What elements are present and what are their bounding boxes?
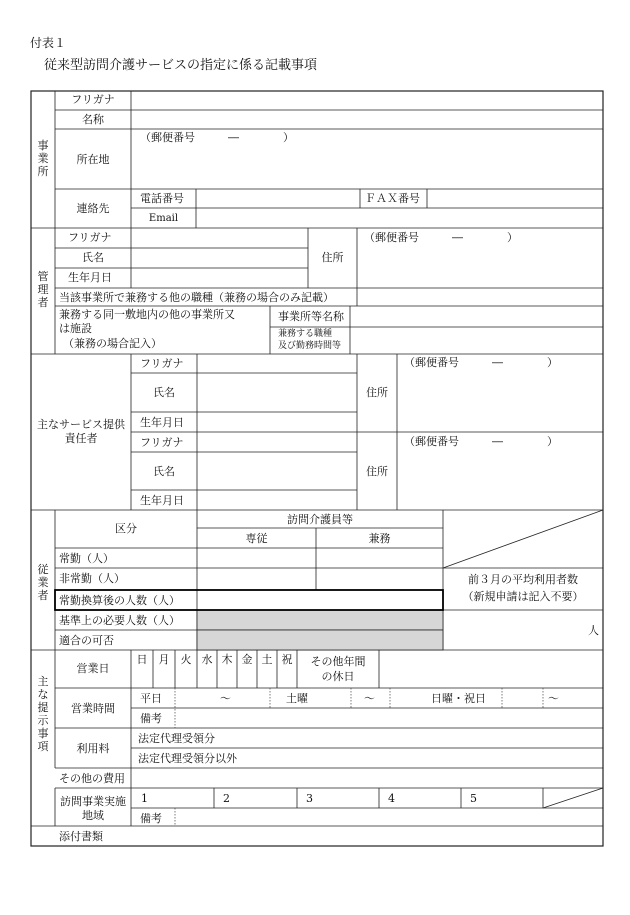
staff-regular-fulltime-field[interactable] [198,549,315,567]
manager-other-office-label-3: （兼務の場合記入） [63,337,162,350]
office-section-label: 事業所 [37,139,49,178]
visit-area-num-5: 5 [470,792,477,805]
visit-area-field-5[interactable] [479,789,542,807]
staff-fulltime-header: 専従 [245,532,268,545]
provider2-address-label: 住所 [366,465,388,478]
day-sunday: 日 [136,653,148,666]
provider1-dob-label: 生年月日 [140,416,184,429]
staff-nonregular-label: 非常勤（人） [59,572,125,585]
business-days-label: 営業日 [76,662,110,675]
other-costs-label: その他の費用 [59,772,125,785]
staff-avg-users-field[interactable] [444,611,584,649]
hours-remarks-field[interactable] [176,709,602,727]
day-monday: 月 [158,653,170,666]
provider-section-label-2: 責任者 [64,432,98,445]
fees-legal-proxy-other-label: 法定代理受領分以外 [138,752,237,765]
manager-other-office-label-1: 兼務する同一敷地内の他の事業所又 [59,308,235,321]
office-name-field[interactable] [132,111,602,128]
office-email-field[interactable] [197,209,602,227]
provider2-postal-code: （郵便番号 ― ） [404,435,558,448]
office-address-field[interactable] [132,130,602,188]
visit-area-label-1: 訪問事業実施 [60,795,126,808]
staff-converted-label: 常勤換算後の人数（人） [59,594,180,607]
manager-name-field[interactable] [132,249,307,267]
office-contact-label: 連絡先 [76,202,110,215]
manager-office-name-label: 事業所等名称 [278,310,344,323]
provider1-name-field[interactable] [198,374,356,411]
annual-holiday-label-1: その他年間 [310,655,366,668]
manager-other-office-label-2: は施設 [59,322,92,335]
hours-weekday-start[interactable] [176,689,216,707]
office-furigana-label: フリガナ [71,93,115,106]
office-address-label: 所在地 [76,153,110,166]
office-email-label: Email [148,213,179,224]
office-fax-field[interactable] [428,190,602,207]
provider1-dob-field[interactable] [198,413,356,431]
staff-required-label: 基準上の必要人数（人） [59,614,180,627]
staff-adequacy-label: 適合の可否 [59,634,114,647]
manager-role-hours-label-1: 兼務する職種 [278,329,333,339]
office-phone-label: 電話番号 [140,192,184,205]
manager-role-hours-field[interactable] [351,328,602,353]
provider1-furigana-label: フリガナ [140,357,184,370]
provider1-address-field[interactable] [398,355,602,431]
manager-concurrent-role-field[interactable] [358,289,602,305]
day-friday: 金 [241,653,253,666]
hours-sunday-holiday-label: 日曜・祝日 [431,692,486,705]
fees-legal-proxy-field[interactable] [230,729,602,747]
staff-avg-users-label-2: （新規申請は記入不要） [462,590,584,603]
fees-label: 利用料 [76,742,110,755]
provider1-furigana-field[interactable] [198,355,356,372]
visit-area-remarks-field[interactable] [176,809,602,825]
visit-area-field-1[interactable] [150,789,213,807]
manager-furigana-field[interactable] [132,229,307,247]
hours-sunday-start[interactable] [503,689,542,707]
visit-area-num-4: 4 [388,792,395,805]
office-phone-field[interactable] [197,190,359,207]
staff-nonregular-fulltime-field[interactable] [198,569,315,589]
provider-section-label-1: 主なサービス提供 [37,418,125,431]
visit-area-num-2: 2 [223,792,230,805]
staff-caregiver-header: 訪問介護員等 [287,513,353,526]
annex-label: 付表１ [30,36,67,50]
day-holiday: 祝 [281,653,293,666]
manager-address-label: 住所 [321,251,344,264]
visit-area-field-3[interactable] [315,789,378,807]
staff-converted-field[interactable] [198,591,442,609]
office-furigana-field[interactable] [132,92,602,109]
day-thursday: 木 [221,653,233,666]
staff-section-label: 従業者 [37,563,49,602]
manager-concurrent-role-label: 当該事業所で兼務する他の職種（兼務の場合のみ記載） [59,291,334,304]
annual-holiday-label-2: の休日 [321,670,355,683]
manager-dob-field[interactable] [132,269,307,287]
hours-weekday-label: 平日 [140,692,162,705]
hours-weekday-end[interactable] [236,689,269,707]
hours-sunday-tilde: ～ [548,692,559,705]
visit-area-field-2[interactable] [232,789,296,807]
provider2-furigana-field[interactable] [198,433,356,451]
provider2-name-field[interactable] [198,453,356,489]
other-costs-field[interactable] [132,769,602,787]
hours-remarks-label: 備考 [140,712,162,725]
visit-area-remarks-label: 備考 [140,812,162,825]
annual-holiday-field[interactable] [380,651,602,687]
hours-saturday-tilde: ～ [364,692,375,705]
staff-persons-unit: 人 [588,624,599,637]
staff-regular-concurrent-field[interactable] [317,549,442,567]
hours-saturday-label: 土曜 [286,692,308,705]
day-saturday: 土 [261,653,273,666]
provider2-dob-field[interactable] [198,491,356,509]
provider2-address-field[interactable] [398,433,602,509]
business-hours-label: 営業時間 [71,702,115,715]
staff-concurrent-header: 兼務 [368,532,391,545]
staff-regular-label: 常勤（人） [59,552,114,565]
manager-role-hours-label-2: 及び勤務時間等 [278,341,342,351]
attachments-field[interactable] [132,827,602,845]
manager-dob-label: 生年月日 [68,271,112,284]
manager-furigana-label: フリガナ [68,231,112,244]
day-tuesday: 火 [180,653,192,666]
manager-name-label: 氏名 [82,251,104,264]
manager-postal-code: （郵便番号 ― ） [364,231,518,244]
manager-address-field[interactable] [358,229,602,287]
visit-area-num-3: 3 [306,792,313,805]
notice-section-label: 主な提示事項 [37,675,49,753]
fees-legal-proxy-label: 法定代理受領分 [138,732,215,745]
office-postal-code: （郵便番号 ― ） [140,131,294,144]
visit-area-num-1: 1 [141,792,148,805]
staff-avg-users-label-1: 前３月の平均利用者数 [468,573,578,586]
office-name-label: 名称 [82,113,104,126]
visit-area-label-2: 地域 [82,809,104,822]
office-fax-label: ＦＡＸ番号 [365,192,420,205]
form-title: 従来型訪問介護サービスの指定に係る記載事項 [44,58,318,73]
provider1-postal-code: （郵便番号 ― ） [404,356,558,369]
provider2-furigana-label: フリガナ [140,436,184,449]
provider1-name-label: 氏名 [153,386,175,399]
manager-office-name-field[interactable] [351,307,602,326]
hours-saturday-end[interactable] [391,689,426,707]
manager-section-label: 管理者 [37,270,49,309]
day-wednesday: 水 [201,653,213,666]
provider2-name-label: 氏名 [153,465,175,478]
business-days-marks[interactable] [132,668,296,687]
provider2-dob-label: 生年月日 [140,494,184,507]
hours-sunday-end[interactable] [563,689,602,707]
visit-area-field-4[interactable] [397,789,460,807]
attachments-label: 添付書類 [59,830,103,843]
staff-category-header: 区分 [115,522,137,535]
staff-nonregular-concurrent-field[interactable] [317,569,442,589]
hours-weekday-tilde: ～ [220,692,231,705]
fees-legal-proxy-other-field[interactable] [255,749,602,767]
provider1-address-label: 住所 [366,386,388,399]
hours-saturday-start[interactable] [315,689,350,707]
